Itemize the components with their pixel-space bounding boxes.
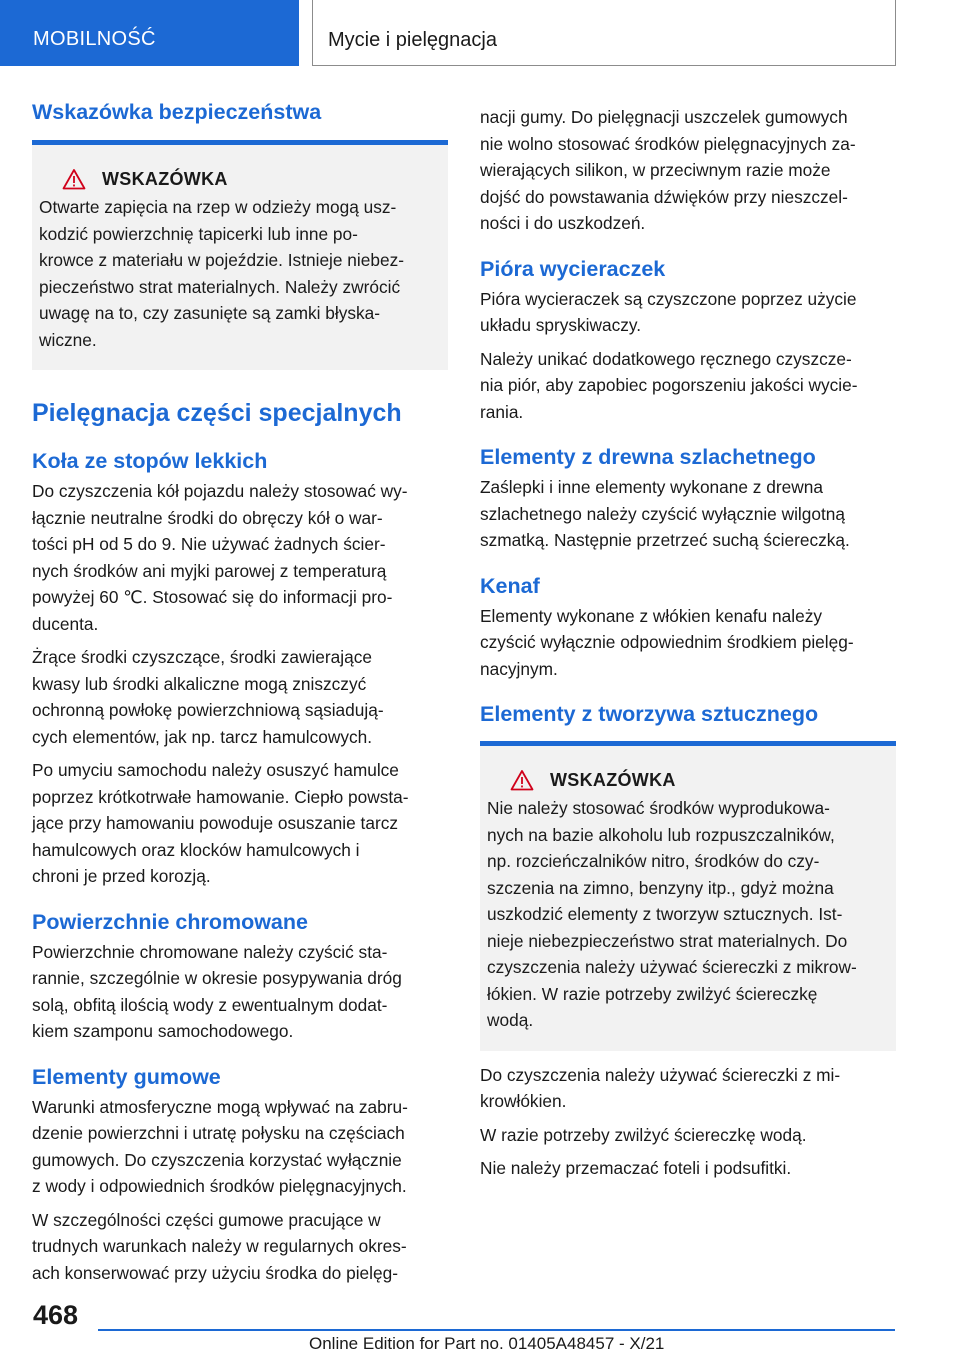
plastic-heading: Elementy z tworzywa sztucznego [480, 702, 819, 726]
right-column [480, 104, 896, 1189]
edition-text: Online Edition for Part no. 01405A48457 - X/21 [309, 1334, 665, 1353]
wipers-heading: Pióra wycieraczek [480, 256, 666, 281]
paragraph: Żrące środki czyszczące, środki zawierające kwasy lub środki alkaliczne mogą zniszczyć ochronną powłokę powierzchniową sąsiadują- cych elementów, jak np. tarcz hamulcowych. [32, 647, 384, 747]
warning-label: WSKAZÓWKA [102, 168, 228, 189]
paragraph: W razie potrzeby zwilżyć ściereczkę wodą. [480, 1124, 807, 1145]
paragraph: Do czyszczenia należy używać ściereczki z mi- krowłókien. [480, 1064, 841, 1111]
paragraph: Nie należy przemaczać foteli i podsufitki. [480, 1158, 792, 1178]
warning-text: Otwarte zapięcia na rzep w odzieży mogą usz- kodzić powierzchnię tapicerki lub inne po- krowce z materiału w pojeździe. Istnieje niebez- pieczeństwo strat materialnych. Należy zwrócić uwagę na to, czy zasunięte są zamki błyska- wiczne. [39, 197, 404, 350]
section-tab[interactable]: MOBILNOŚĆ [0, 0, 299, 66]
footer-divider [98, 1329, 895, 1331]
paragraph: Po umyciu samochodu należy osuszyć hamulce poprzez krótkotrwałe hamowanie. Ciepło powsta- jące przy hamowaniu powoduje osuszanie tarcz hamulcowych oraz klocków hamulcowych i chroni je przed korozją. [32, 760, 409, 886]
page-number: 468 [33, 1300, 79, 1330]
warning-triangle-icon [510, 769, 534, 791]
paragraph: nacji gumy. Do pielęgnacji uszczelek gumowych nie wolno stosować środków pielęgnacyjnych za- wierających silikon, w przeciwnym razie może dojść do powstawania dźwięków przy nieszczel- ności i do uszkodzeń. [480, 107, 856, 233]
paragraph: Zaślepki i inne elementy wykonane z drewna szlachetnego należy czyścić wyłącznie wilgotną szmatką. Następnie przetrzeć suchą ściereczką. [480, 477, 850, 550]
paragraph: W szczególności części gumowe pracujące w trudnych warunkach należy w regularnych okres- ach konserwować przy użyciu środka do pielęg- [32, 1209, 407, 1283]
page-header [0, 0, 960, 66]
paragraph: Powierzchnie chromowane należy czyścić sta- rannie, szczególnie w okresie posypywania dróg solą, obfitą ilością wody z ewentualnym dodat- kiem szamponu samochodowego. [32, 941, 402, 1041]
warning-box [480, 741, 896, 1051]
warning-triangle-icon [62, 168, 86, 190]
care-heading: Pielęgnacja części specjalnych [32, 399, 402, 427]
rubber-heading: Elementy gumowe [32, 1064, 221, 1089]
wheels-heading: Koła ze stopów lekkich [32, 449, 268, 473]
warning-label: WSKAZÓWKA [550, 769, 676, 790]
left-column [32, 98, 448, 1293]
paragraph: Należy unikać dodatkowego ręcznego czyszcze- nia piór, aby zapobiec pogorszeniu jakości wycie- rania. [480, 348, 858, 422]
kenaf-heading: Kenaf [480, 573, 540, 598]
warning-box [32, 140, 448, 370]
warning-text: Nie należy stosować środków wyprodukowa- nych na bazie alkoholu lub rozpuszczalników, np. rozcieńczalników nitro, środków do czy- szczenia na zimno, benzyny itp., gdyż można uszkodzić elementy z tworzyw sztucznych. Ist- nieje niebezpieczeństwo strat materialnych. Do czyszczenia należy używać ściereczki z mikrow- łókien. W razie potrzeby zwilżyć ściereczkę wodą. [487, 798, 857, 1030]
paragraph: Do czyszczenia kół pojazdu należy stosować wy- łącznie neutralne środki do obręczy kół o war- tości pH od 5 do 9. Nie używać żadnych ścier- nych środków ani myjki parowej z temperaturą powyżej 60 ℃. Stosować się do informacji pro- ducenta. [32, 481, 408, 634]
paragraph: Warunki atmosferyczne mogą wpływać na zabru- dzenie powierzchni i utratę połysku na częściach gumowych. Do czyszczenia korzystać wyłącznie z wody i odpowiednich środków pielęgnacyjnych. [32, 1096, 408, 1196]
wood-heading: Elementy z drewna szlachetnego [480, 445, 816, 469]
paragraph: Elementy wykonane z włókien kenafu należy czyścić wyłącznie odpowiednim środkiem pielęg- nacyjnym. [480, 605, 854, 679]
paragraph: Pióra wycieraczek są czyszczone poprzez użycie układu spryskiwaczy. [480, 288, 857, 335]
chapter-title: Mycie i pielęgnacja [312, 0, 896, 66]
warning-title [487, 767, 888, 793]
warning-title [39, 166, 440, 192]
safety-heading: Wskazówka bezpieczeństwa [32, 100, 322, 124]
chrome-heading: Powierzchnie chromowane [32, 909, 308, 934]
